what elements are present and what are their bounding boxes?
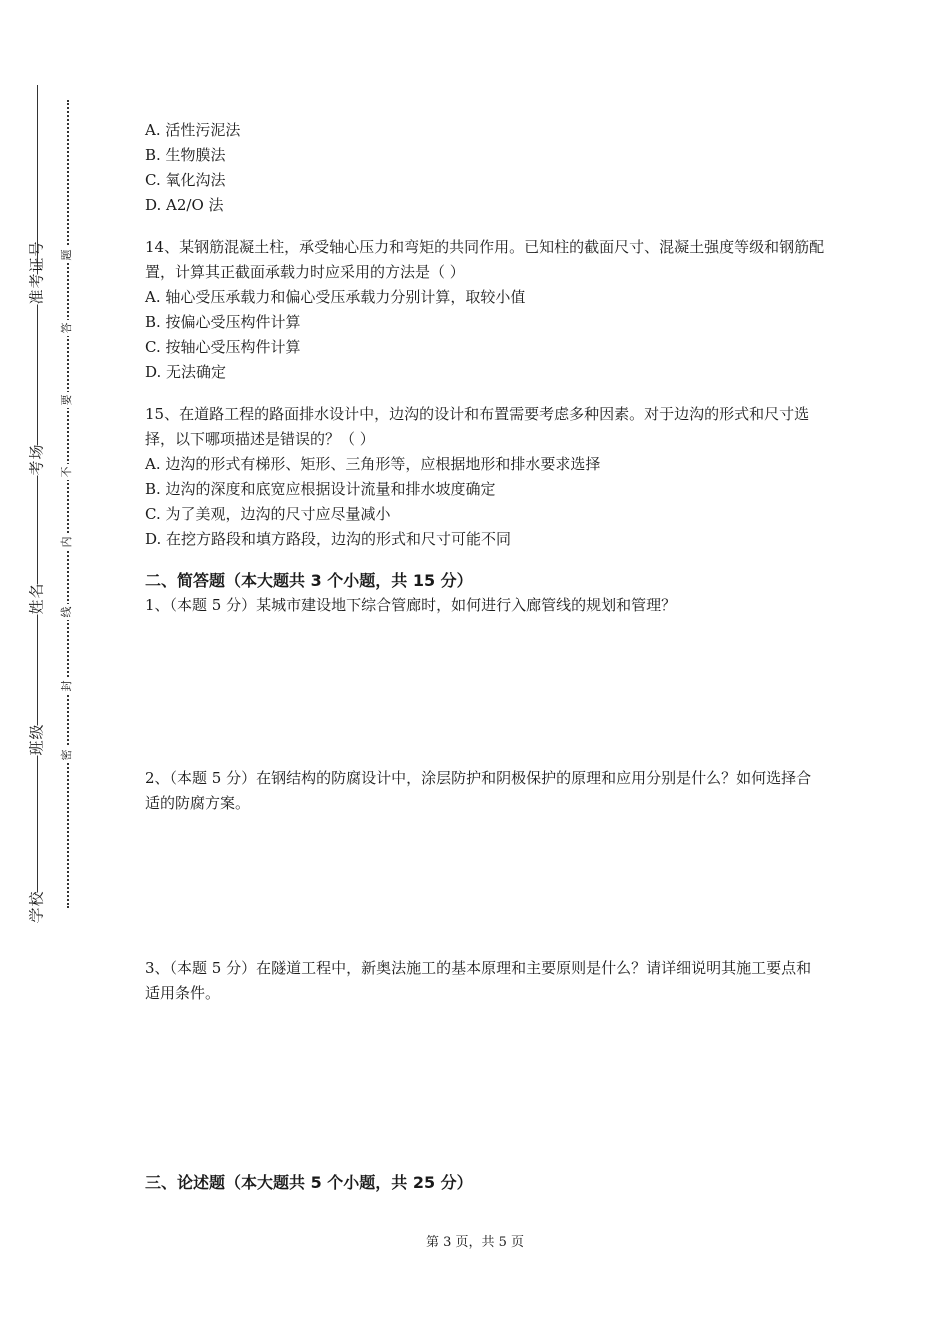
q14-option-c: C. 按轴心受压构件计算 bbox=[145, 338, 301, 356]
seal-char: 题 bbox=[60, 247, 74, 263]
exam-content bbox=[145, 118, 825, 1195]
short-answer-1: 1、（本题 5 分）某城市建设地下综合管廊时，如何进行入廊管线的规划和管理？ bbox=[145, 596, 677, 614]
q13-option-c: C. 氧化沟法 bbox=[145, 171, 226, 189]
q14-option-d: D. 无法确定 bbox=[145, 363, 227, 381]
q15-option-d: D. 在挖方路段和填方路段，边沟的形式和尺寸可能不同 bbox=[145, 530, 512, 548]
q14-option-b: B. 按偏心受压构件计算 bbox=[145, 313, 301, 331]
seal-dotted-line bbox=[67, 100, 69, 908]
seal-char: 内 bbox=[60, 534, 74, 550]
label-school: 学校 bbox=[27, 890, 46, 923]
section-3-title: 三、论述题（本大题共 5 个小题，共 25 分） bbox=[145, 1173, 473, 1192]
q15-stem: 15、在道路工程的路面排水设计中，边沟的设计和布置需要考虑多种因素。对于边沟的形式和尺寸选择，以下哪项描述是错误的？（ ） bbox=[145, 405, 810, 448]
seal-char: 封 bbox=[60, 678, 74, 694]
seal-char: 线 bbox=[60, 604, 74, 620]
q13-option-b: B. 生物膜法 bbox=[145, 146, 226, 164]
seal-char: 不 bbox=[60, 464, 74, 480]
q13-option-a: A. 活性污泥法 bbox=[145, 121, 241, 139]
binding-line bbox=[37, 85, 38, 923]
answer-space bbox=[145, 618, 825, 766]
seal-char: 要 bbox=[60, 392, 74, 408]
page-footer: 第 3 页，共 5 页 bbox=[425, 1235, 525, 1250]
answer-space bbox=[145, 1006, 825, 1154]
label-exam-room: 考场 bbox=[27, 443, 46, 476]
short-answer-3: 3、（本题 5 分）在隧道工程中，新奥法施工的基本原理和主要原则是什么？请详细说明其施工要点和适用条件。 bbox=[145, 959, 812, 1002]
q14-option-a: A. 轴心受压承载力和偏心受压承载力分别计算，取较小值 bbox=[145, 288, 526, 306]
seal-char: 答 bbox=[60, 320, 74, 336]
section-2-title: 二、简答题（本大题共 3 个小题，共 15 分） bbox=[145, 571, 473, 590]
q13-option-d: D. A2/O 法 bbox=[145, 196, 224, 214]
q15-option-a: A. 边沟的形式有梯形、矩形、三角形等，应根据地形和排水要求选择 bbox=[145, 455, 601, 473]
label-exam-number: 准考证号 bbox=[27, 240, 46, 305]
q15-option-b: B. 边沟的深度和底宽应根据设计流量和排水坡度确定 bbox=[145, 480, 496, 498]
answer-space bbox=[145, 816, 825, 956]
label-name: 姓名 bbox=[27, 582, 46, 615]
label-class: 班级 bbox=[27, 723, 46, 756]
q15-option-c: C. 为了美观，边沟的尺寸应尽量减小 bbox=[145, 505, 391, 523]
short-answer-2: 2、（本题 5 分）在钢结构的防腐设计中，涂层防护和阴极保护的原理和应用分别是什么？如何选择合适的防腐方案。 bbox=[145, 769, 812, 812]
q14-stem: 14、某钢筋混凝土柱，承受轴心压力和弯矩的共同作用。已知柱的截面尺寸、混凝土强度等级和钢筋配置，计算其正截面承载力时应采用的方法是（ ） bbox=[145, 238, 825, 281]
seal-char: 密 bbox=[60, 747, 74, 763]
